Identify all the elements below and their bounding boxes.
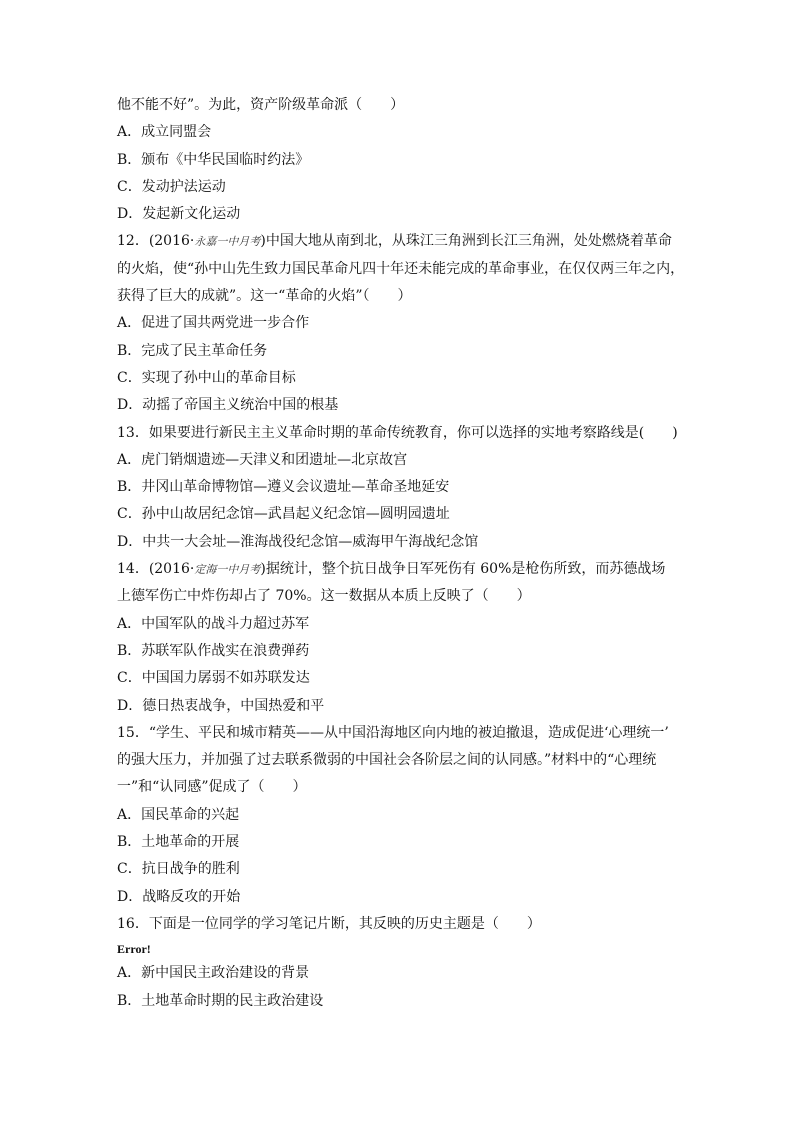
question-14-line-1 [117,556,677,583]
q12-option-a: A．促进了国共两党进一步合作 [117,315,310,332]
q15-option-b: B．土地革命的开展 [117,834,240,851]
error-marker: Error! [117,942,151,957]
question-11-stem-tail: 他不能不好”。为此，资产阶级革命派（ ） [117,97,405,113]
q13-option-d: D．中共一大会址—淮海战役纪念馆—威海甲午海战纪念馆 [117,533,479,550]
question-15-line-2: 的强大压力，并加强了过去联系微弱的中国社会各阶层之间的认同感。”材料中的“心理统 [117,752,657,769]
q12-option-d: D．动摇了帝国主义统治中国的根基 [117,397,339,414]
q13-option-a: A．虎门销烟遗迹—天津义和团遗址—北京故宫 [117,451,408,468]
question-15-line-1: 15．“学生、平民和城市精英——从中国沿海地区向内地的被迫撤退，造成促进‘心理统一’ [117,724,669,741]
q14-number: 14．(2016· [117,561,195,578]
q16-option-a: A．新中国民主政治建设的背景 [117,965,310,982]
q12-option-b: B．完成了民主革命任务 [117,342,268,359]
q12-number: 12．(2016· [117,233,195,250]
question-15-line-3: 一”和“认同感”促成了（ ） [117,779,307,796]
question-16-line-1: 16．下面是一位同学的学习笔记片断，其反映的历史主题是（ ） [117,915,541,932]
q11-option-c: C．发动护法运动 [117,178,226,195]
question-12-line-3: 获得了巨大的成就”。这一“革命的火焰”（ ） [117,288,412,305]
question-13-line-1: 13．如果要进行新民主主义革命时期的革命传统教育，你可以选择的实地考察路线是( ) [117,424,678,441]
q11-option-a: A．成立同盟会 [117,124,212,141]
q12-stem-1: )中国大地从南到北，从珠江三角洲到长江三角洲，处处燃烧着革命 [260,233,672,250]
q14-option-a: A．中国军队的战斗力超过苏军 [117,615,310,632]
q14-option-d: D．德日热衷战争，中国热爱和平 [117,697,325,714]
q12-option-c: C．实现了孙中山的革命目标 [117,369,296,386]
q15-option-c: C．抗日战争的胜利 [117,861,240,878]
q11-option-d: D．发起新文化运动 [117,206,241,223]
question-12-line-2: 的火焰，使“孙中山先生致力国民革命凡四十年还未能完成的革命事业，在仅仅两三年之内， [117,260,685,277]
question-14-line-2: 上德军伤亡中炸伤却占了 70%。这一数据从本质上反映了（ ） [117,588,531,605]
document-page [117,92,685,1015]
q14-stem-1: )据统计，整个抗日战争日军死伤有 60%是枪伤所致，而苏德战场 [260,561,666,578]
q15-option-a: A．国民革命的兴起 [117,806,240,823]
q13-option-b: B．井冈山革命博物馆—遵义会议遗址—革命圣地延安 [117,479,450,496]
q14-option-b: B．苏联军队作战实在浪费弹药 [117,642,310,659]
q16-option-b: B．土地革命时期的民主政治建设 [117,992,324,1009]
q13-option-c: C．孙中山故居纪念馆—武昌起义纪念馆—圆明园遗址 [117,506,450,523]
q14-option-c: C．中国国力孱弱不如苏联发达 [117,670,310,687]
q12-source: 永嘉一中月考 [194,235,261,249]
q11-option-b: B．颁布《中华民国临时约法》 [117,151,310,168]
question-12-line-1 [117,228,677,255]
q14-source: 定海一中月考 [194,563,261,577]
q15-option-d: D．战略反攻的开始 [117,888,241,905]
